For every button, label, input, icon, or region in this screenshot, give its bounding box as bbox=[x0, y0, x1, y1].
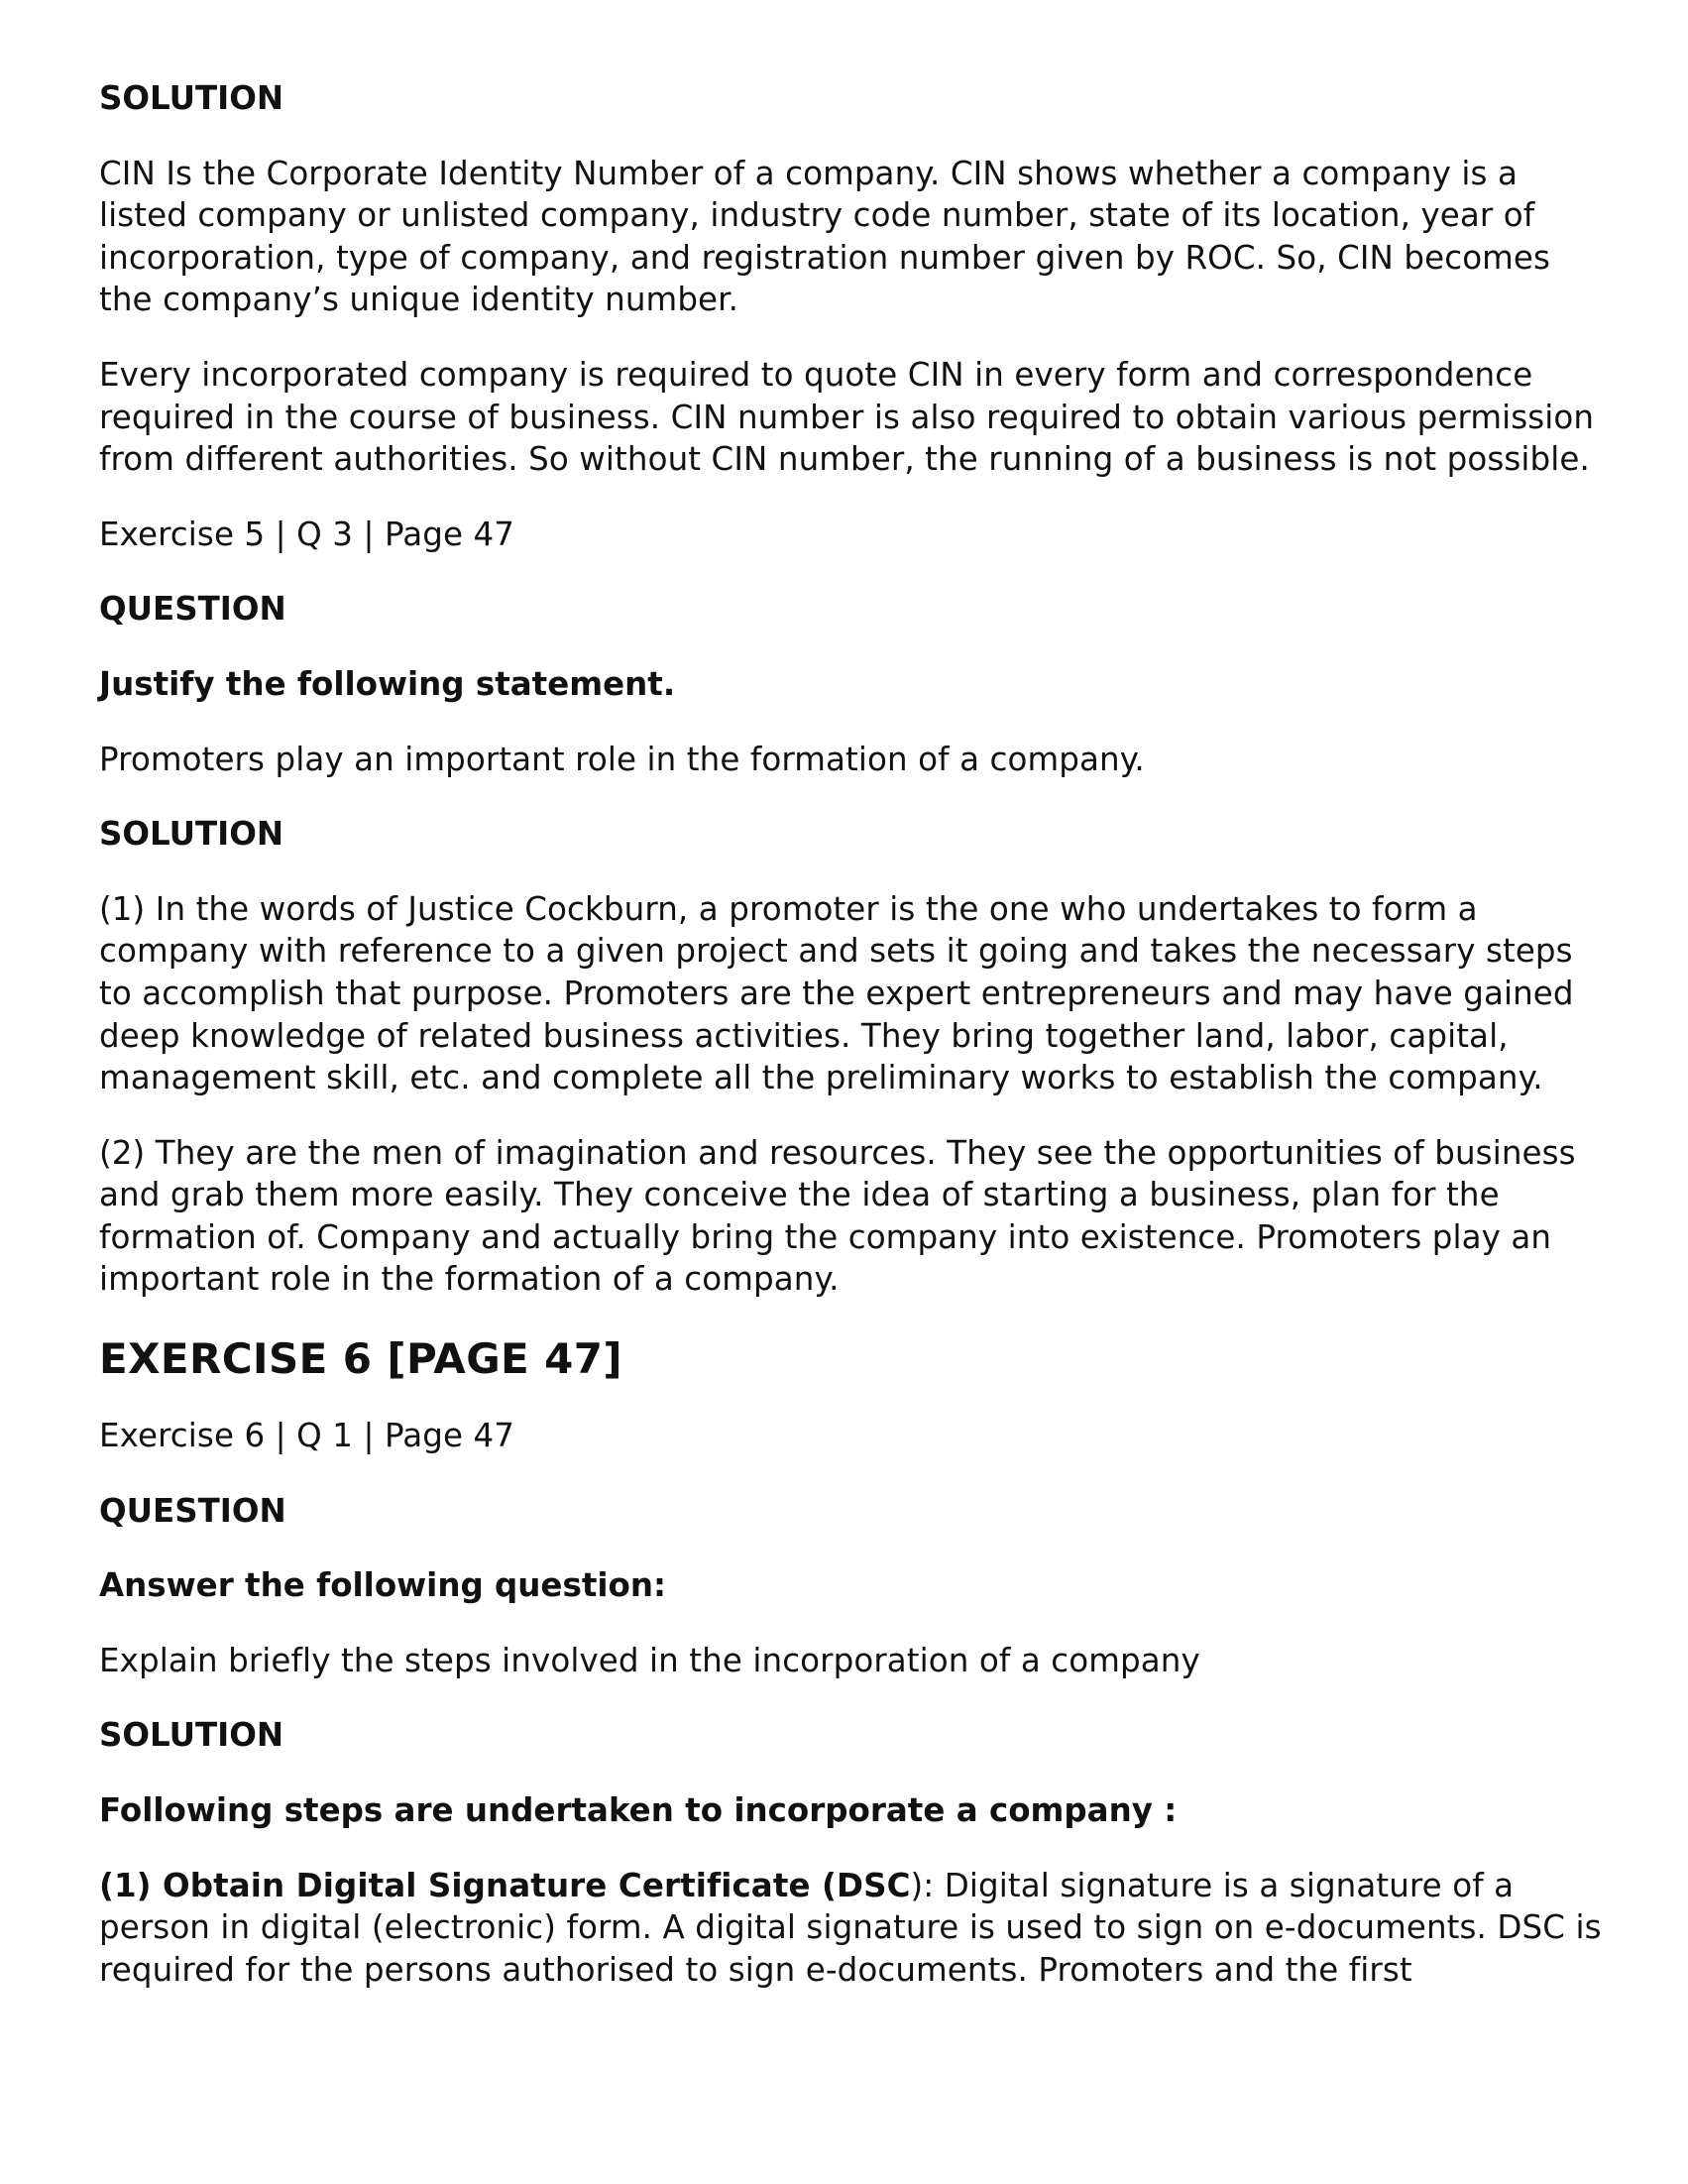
solution-heading: SOLUTION bbox=[99, 815, 284, 854]
cin-requirement-paragraph: Every incorporated company is required to quote CIN in every form and correspondence required in the course of business. CIN number is also required to obtain various permission from different authorities. So without CIN number, the running of a business is not possible. bbox=[99, 355, 1595, 479]
document-page bbox=[99, 77, 1606, 2023]
solution-heading: SOLUTION bbox=[99, 79, 284, 117]
question-instruction: Answer the following question: bbox=[99, 1566, 666, 1605]
question-heading: QUESTION bbox=[99, 1491, 286, 1530]
dsc-step-paragraph bbox=[99, 1865, 1606, 1992]
cin-paragraph: CIN Is the Corporate Identity Number of a company. CIN shows whether a company is a listed company or unlisted company, industry code number, state of its location, year of incorporation, type of company, and registration number given by ROC. So, CIN becomes the company’s unique identity number. bbox=[99, 154, 1551, 319]
promoter-paragraph-1: (1) In the words of Justice Cockburn, a promoter is the one who undertakes to form a company with reference to a given project and sets it going and takes the necessary steps to accomplish that purpose. Promoters are the expert entrepreneurs and may have gained deep knowledge of related business activities. They bring together land, labor, capital, management skill, etc. and complete all the preliminary works to establish the company. bbox=[99, 889, 1574, 1097]
question-text: Promoters play an important role in the formation of a company. bbox=[99, 740, 1145, 778]
dsc-step-title: (1) Obtain Digital Signature Certificate (DSC bbox=[99, 1866, 911, 1904]
promoter-paragraph-2: (2) They are the men of imagination and resources. They see the opportunities of business and grab them more easily. They conceive the idea of starting a business, plan for the formation of. Company and actually bring the company into existence. Promoters play an important role in the formation of a company. bbox=[99, 1133, 1576, 1299]
exercise-reference: Exercise 6 | Q 1 | Page 47 bbox=[99, 1417, 515, 1455]
steps-intro: Following steps are undertaken to incorporate a company : bbox=[99, 1791, 1178, 1830]
question-text: Explain briefly the steps involved in the incorporation of a company bbox=[99, 1641, 1200, 1679]
dsc-step-body: ): Digital signature is a signature of a person in digital (electronic) form. A digital signature is used to sign on e-documents. DSC is required for the persons authorised to sign e-documents. Promoters and the first bbox=[99, 1866, 1602, 1989]
question-instruction: Justify the following statement. bbox=[99, 664, 676, 703]
solution-heading: SOLUTION bbox=[99, 1716, 284, 1755]
exercise-reference: Exercise 5 | Q 3 | Page 47 bbox=[99, 515, 515, 553]
question-heading: QUESTION bbox=[99, 590, 286, 629]
exercise-section-heading: EXERCISE 6 [PAGE 47] bbox=[99, 1334, 623, 1384]
